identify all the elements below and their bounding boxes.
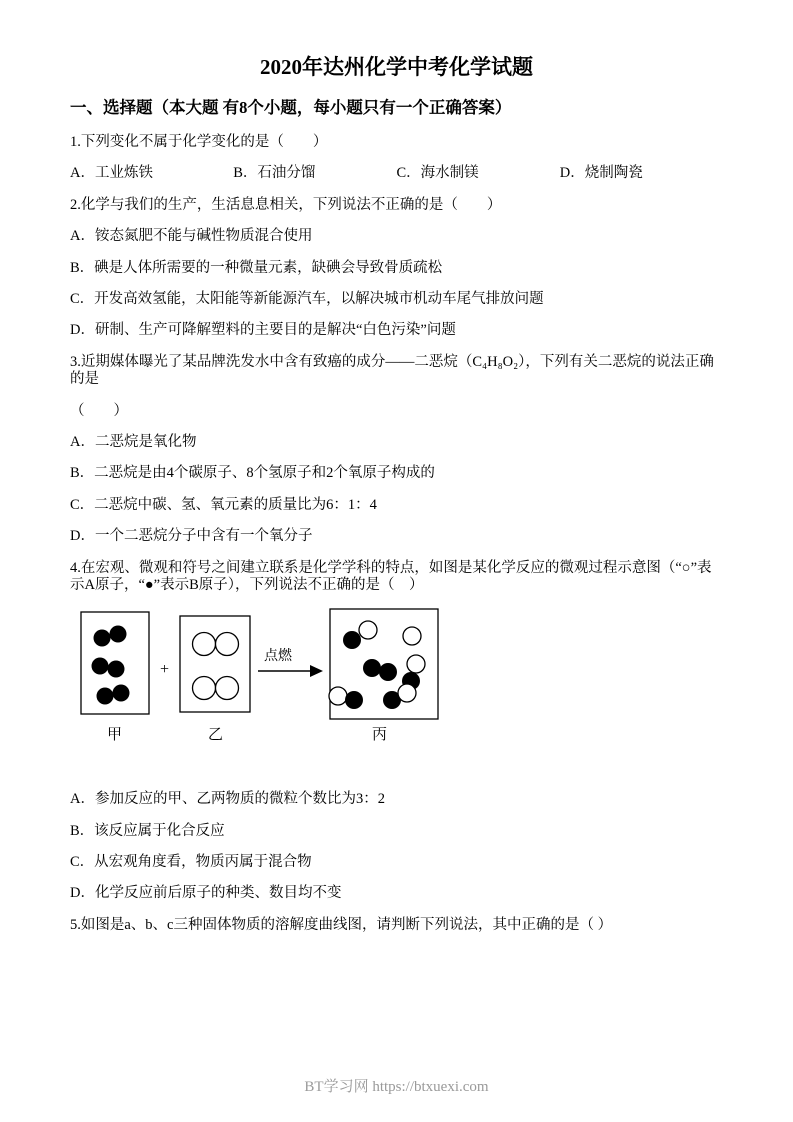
q2-option-c: C．开发高效氢能，太阳能等新能源汽车，以解决城市机动车尾气排放问题 [70, 291, 544, 307]
q4-option-b: B．该反应属于化合反应 [70, 822, 225, 839]
q3-option-d: D．一个二恶烷分子中含有一个氧分子 [70, 528, 313, 545]
label-bing: 丙 [372, 727, 388, 744]
question-3-stem-line2: （ ） [70, 402, 128, 419]
jia-molecules [92, 626, 130, 705]
q4-option-d: D．化学反应前后原子的种类、数目均不变 [70, 885, 342, 902]
q3-option-b: B．二恶烷是由4个碳原子、8个氢原子和2个氧原子构成的 [70, 465, 435, 482]
yi-molecules [193, 633, 239, 700]
question-5-stem: 5.如图是a、b、c三种固体物质的溶解度曲线图，请判断下列说法，其中正确的是（ ） [70, 916, 613, 933]
q1-option-c: C．海水制镁 [396, 165, 479, 182]
q4-option-c: C．从宏观角度看，物质丙属于混合物 [70, 854, 312, 871]
q3-option-c: C．二恶烷中碳、氢、氧元素的质量比为6：1：4 [70, 496, 377, 513]
ignite-label: 点燃 [264, 649, 292, 665]
box-yi [180, 616, 250, 712]
page-title: 2020年达州化学中考化学试题 [260, 55, 533, 79]
q1-option-a: A．工业炼铁 [70, 165, 153, 182]
q1-option-b: B．石油分馏 [233, 165, 316, 182]
q2-option-a: A．铵态氮肥不能与碱性物质混合使用 [70, 228, 313, 245]
label-yi: 乙 [208, 727, 224, 744]
q2-option-b: B．碘是人体所需要的一种微量元素，缺碘会导致骨质疏松 [70, 259, 443, 276]
question-4-stem: 4.在宏观、微观和符号之间建立联系是化学学科的特点，如图是某化学反应的微观过程示意图（“○”表示A原子，“●”表示B原子），下列说法不正确的是（ ） [70, 559, 712, 593]
question-1-stem: 1.下列变化不属于化学变化的是（ ） [70, 134, 328, 151]
reaction-diagram-svg [80, 608, 440, 746]
label-jia: 甲 [107, 727, 123, 744]
question-3-stem-line1: 3.近期媒体曝光了某品牌洗发水中含有致癌的成分――二恶烷（C₄H₈O₂），下列有关二恶烷的说法正确的是 [70, 353, 714, 388]
reaction-arrow-icon [258, 665, 323, 677]
reaction-diagram [80, 608, 723, 751]
plus-sign: + [160, 661, 170, 679]
q1-option-d: D．烧制陶瓷 [559, 165, 643, 182]
question-2-stem: 2.化学与我们的生产，生活息息相关，下列说法不正确的是（ ） [70, 196, 502, 213]
question-1-options [70, 165, 723, 182]
q3-option-a: A．二恶烷是氧化物 [70, 433, 197, 450]
section-heading: 一、选择题（本大题 有8个小题，每小题只有一个正确答案） [70, 98, 512, 118]
q2-option-d: D．研制、生产可降解塑料的主要目的是解决“白色污染”问题 [70, 322, 456, 339]
bing-molecules [329, 621, 425, 709]
q4-option-a: A．参加反应的甲、乙两物质的微粒个数比为3：2 [70, 791, 385, 808]
footer-watermark: BT学习网 https://btxuexi.com [304, 1079, 489, 1095]
